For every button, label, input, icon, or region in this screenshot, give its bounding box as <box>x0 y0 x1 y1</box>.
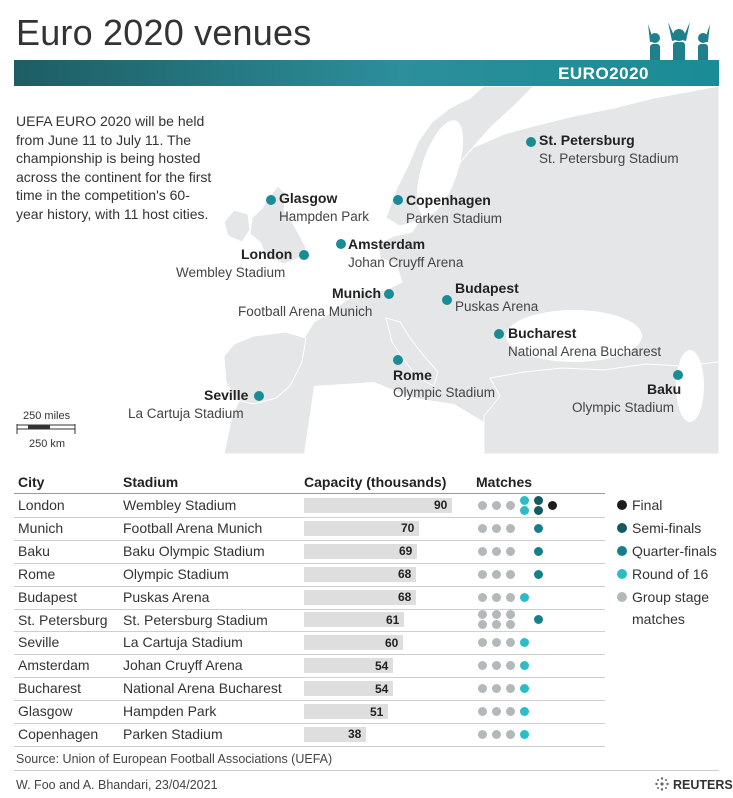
col-header-matches: Matches <box>476 474 533 490</box>
city-label: Amsterdam <box>348 236 426 252</box>
city-label: Rome <box>393 367 432 383</box>
city-label: Copenhagen <box>406 192 491 208</box>
city-marker <box>673 370 683 380</box>
legend-swatch <box>617 592 627 602</box>
match-dot <box>534 547 543 556</box>
row-stadium: Puskas Arena <box>123 588 210 605</box>
source-note: Source: Union of European Football Associations (UEFA) <box>16 752 333 766</box>
capacity-value: 51 <box>370 704 384 719</box>
capacity-value: 54 <box>375 658 389 673</box>
row-city: Bucharest <box>18 680 82 697</box>
capacity-value: 60 <box>385 635 399 650</box>
capacity-value: 38 <box>348 727 362 742</box>
legend-label: Semi-finals <box>632 520 702 536</box>
legend-label: Group stage matches <box>632 589 710 627</box>
city-marker <box>442 295 452 305</box>
match-dot <box>478 524 487 533</box>
stadium-label: Johan Cruyff Arena <box>348 255 464 270</box>
stadium-label: Football Arena Munich <box>238 304 373 319</box>
legend-label: Round of 16 <box>632 566 709 582</box>
legend-swatch <box>617 546 627 556</box>
credit-line: W. Foo and A. Bhandari, 23/04/2021 <box>16 778 218 792</box>
city-marker <box>526 137 536 147</box>
match-dot <box>520 638 529 647</box>
stadium-label: Puskas Arena <box>455 299 539 314</box>
match-dot <box>492 661 501 670</box>
match-dot <box>492 524 501 533</box>
row-city: London <box>18 497 65 513</box>
city-label: St. Petersburg <box>539 132 635 148</box>
row-stadium: National Arena Bucharest <box>123 680 282 697</box>
capacity-value: 70 <box>401 521 415 536</box>
row-city: Rome <box>18 565 56 582</box>
stadium-label: National Arena Bucharest <box>508 344 662 359</box>
row-stadium: Olympic Stadium <box>123 565 229 582</box>
match-dot <box>520 684 529 693</box>
match-dot <box>478 707 487 716</box>
table-row-rule <box>14 700 605 701</box>
match-dot <box>506 707 515 716</box>
city-label: Bucharest <box>508 325 577 341</box>
match-dot <box>506 610 515 619</box>
table-header-rule <box>14 493 605 494</box>
scale-km-label: 250 km <box>29 438 66 450</box>
col-header-stadium: Stadium <box>123 474 179 490</box>
stadium-label: Parken Stadium <box>406 211 503 226</box>
match-dot <box>520 730 529 739</box>
city-marker <box>494 329 504 339</box>
row-stadium: Wembley Stadium <box>123 497 237 513</box>
match-dot <box>506 661 515 670</box>
match-dot <box>478 620 487 629</box>
row-city: Glasgow <box>18 703 73 720</box>
match-dot <box>478 684 487 693</box>
capacity-value: 69 <box>399 544 413 559</box>
footer-divider <box>14 770 719 771</box>
match-dot <box>492 501 501 510</box>
match-dot <box>492 707 501 716</box>
match-dot <box>534 570 543 579</box>
row-city: St. Petersburg <box>18 611 108 628</box>
match-dot <box>506 547 515 556</box>
capacity-value: 68 <box>398 590 412 605</box>
match-dot <box>478 547 487 556</box>
match-dot <box>492 570 501 579</box>
city-label: London <box>241 246 293 262</box>
row-stadium: Parken Stadium <box>123 726 223 742</box>
match-dot <box>492 593 501 602</box>
table-row-rule <box>14 654 605 655</box>
euro2020-logo: EURO2020 <box>558 64 649 83</box>
legend-label: Final <box>632 497 663 513</box>
match-dot <box>506 501 515 510</box>
table-row-rule <box>14 586 605 587</box>
row-city: Seville <box>18 634 60 651</box>
city-label: Seville <box>204 387 249 403</box>
match-dot <box>478 501 487 510</box>
match-dot <box>492 638 501 647</box>
city-marker <box>336 239 346 249</box>
col-header-city: City <box>18 474 45 490</box>
capacity-value: 68 <box>398 567 412 582</box>
stadium-label: Olympic Stadium <box>393 385 496 400</box>
match-dot <box>506 684 515 693</box>
match-dot <box>520 661 529 670</box>
match-dot <box>506 730 515 739</box>
table-row-rule <box>14 563 605 564</box>
row-stadium: La Cartuja Stadium <box>123 634 243 651</box>
match-dot <box>492 547 501 556</box>
match-dot <box>478 661 487 670</box>
reuters-logo-icon <box>654 776 670 792</box>
match-dot <box>534 524 543 533</box>
row-city: Munich <box>18 519 64 536</box>
match-dot <box>548 501 557 510</box>
publisher-name: REUTERS <box>673 778 733 792</box>
match-dot <box>520 506 529 515</box>
match-dot <box>492 730 501 739</box>
row-stadium: Hampden Park <box>123 703 217 720</box>
match-dot <box>478 593 487 602</box>
table-row-rule <box>14 746 605 747</box>
match-dot <box>534 506 543 515</box>
row-stadium: St. Petersburg Stadium <box>123 611 268 628</box>
stadium-label: St. Petersburg Stadium <box>539 151 679 166</box>
table-row-rule <box>14 723 605 724</box>
match-dot <box>520 496 529 505</box>
page-title: Euro 2020 venues <box>16 12 312 53</box>
city-marker <box>393 195 403 205</box>
match-dot <box>506 620 515 629</box>
match-dot <box>478 610 487 619</box>
stadium-label: Wembley Stadium <box>176 265 286 280</box>
intro-text: UEFA EURO 2020 will be held from June 11 to July 11. The championship is being hosted across the continent for the first time in the competition's 60-year history, with 11 host cities. <box>16 113 212 222</box>
match-dot <box>520 593 529 602</box>
city-marker <box>299 250 309 260</box>
table-row-rule <box>14 517 605 518</box>
match-dot <box>506 524 515 533</box>
city-marker <box>393 355 403 365</box>
match-dot <box>478 638 487 647</box>
match-dot <box>492 610 501 619</box>
capacity-value: 61 <box>386 612 400 627</box>
row-city: Budapest <box>18 588 78 605</box>
table-row-rule <box>14 677 605 678</box>
legend-swatch <box>617 523 627 533</box>
table-row-rule <box>14 540 605 541</box>
match-dot <box>492 684 501 693</box>
table-row-rule <box>14 609 605 610</box>
match-dot <box>478 570 487 579</box>
legend-swatch <box>617 569 627 579</box>
legend-label: Quarter-finals <box>632 543 717 559</box>
match-dot <box>506 593 515 602</box>
table-row-rule <box>14 631 605 632</box>
col-header-capacity: Capacity (thousands) <box>304 474 447 490</box>
stadium-label: Olympic Stadium <box>572 400 675 415</box>
city-label: Munich <box>332 285 381 301</box>
city-marker <box>384 289 394 299</box>
legend-swatch <box>617 500 627 510</box>
row-city: Copenhagen <box>18 726 99 742</box>
scale-bar <box>16 424 80 436</box>
stadium-label: Hampden Park <box>279 209 370 224</box>
row-stadium: Football Arena Munich <box>123 519 263 536</box>
row-stadium: Baku Olympic Stadium <box>123 542 265 559</box>
city-marker <box>254 391 264 401</box>
match-dot <box>534 615 543 624</box>
match-dot <box>534 496 543 505</box>
scale-miles-label: 250 miles <box>23 410 71 422</box>
row-city: Amsterdam <box>18 657 90 674</box>
row-stadium: Johan Cruyff Arena <box>123 657 243 674</box>
match-dot <box>506 570 515 579</box>
capacity-bar <box>304 498 452 513</box>
capacity-value: 90 <box>434 498 448 513</box>
row-city: Baku <box>18 542 50 559</box>
stadium-label: La Cartuja Stadium <box>128 406 244 421</box>
capacity-value: 54 <box>375 681 389 696</box>
match-dot <box>492 620 501 629</box>
city-label: Baku <box>647 381 682 397</box>
city-label: Budapest <box>455 280 519 296</box>
match-dot <box>478 730 487 739</box>
city-label: Glasgow <box>279 190 338 206</box>
city-marker <box>266 195 276 205</box>
match-dot <box>520 707 529 716</box>
match-dot <box>506 638 515 647</box>
